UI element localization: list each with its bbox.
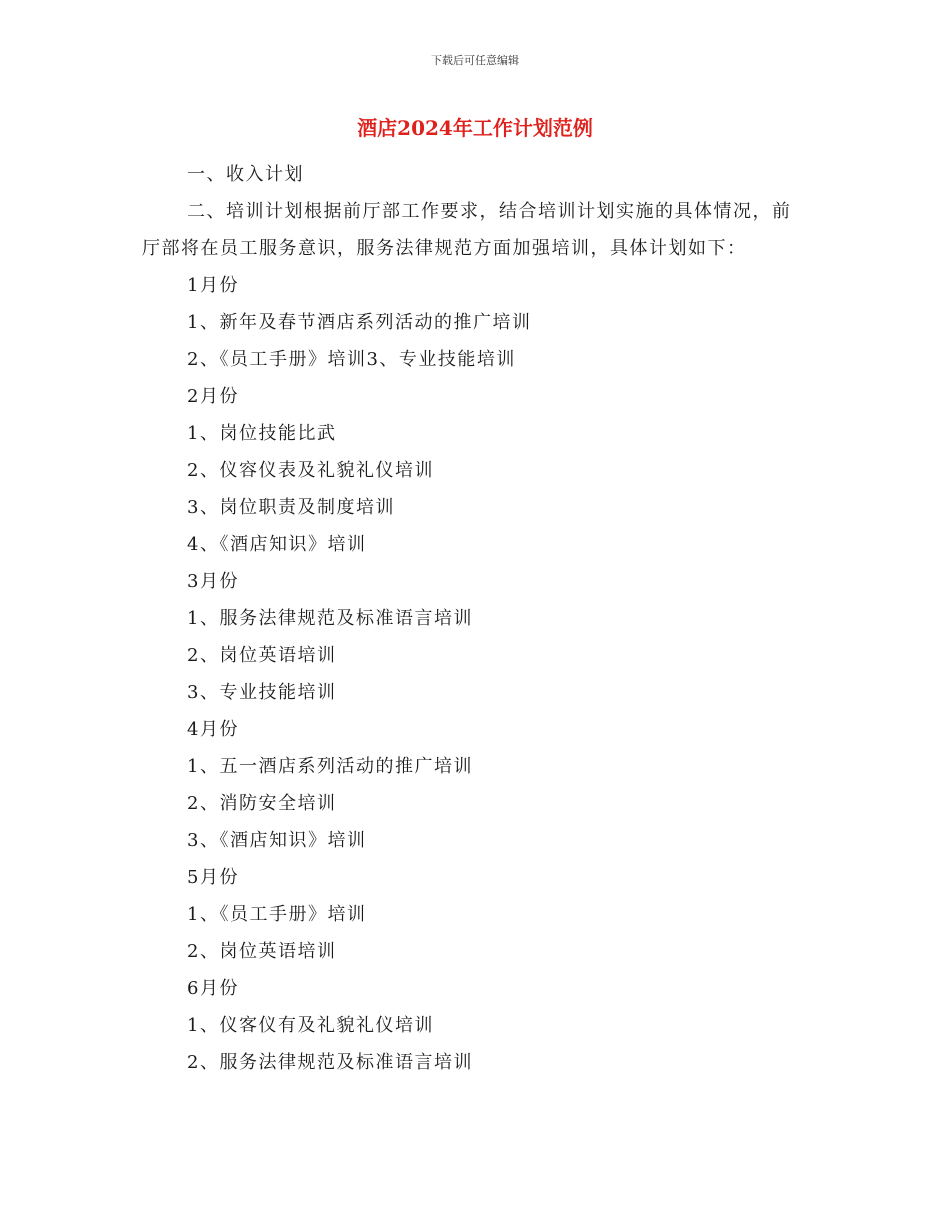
document-title: 酒店2024年工作计划范例 [357, 116, 593, 140]
list-item: 1、仪客仪有及礼貌礼仪培训 [187, 1015, 434, 1036]
list-item: 2、《员工手册》培训3、专业技能培训 [187, 349, 516, 370]
list-item: 1、岗位技能比武 [187, 423, 337, 444]
list-item: 2、仪容仪表及礼貌礼仪培训 [187, 460, 434, 481]
training-plan-paragraph: 二、培训计划根据前厅部工作要求，结合培训计划实施的具体情况，前厅部将在员工服务意识，服务法律规范方面加强培训，具体计划如下： [142, 201, 792, 259]
list-item: 4、《酒店知识》培训 [187, 534, 367, 555]
month-heading-may: 5月份 [187, 867, 239, 888]
list-item: 3、专业技能培训 [187, 682, 337, 703]
list-item: 3、《酒店知识》培训 [187, 830, 367, 851]
list-item: 2、服务法律规范及标准语言培训 [187, 1052, 473, 1073]
list-item: 2、岗位英语培训 [187, 645, 337, 666]
list-item: 1、新年及春节酒店系列活动的推广培训 [187, 312, 532, 333]
list-item: 2、岗位英语培训 [187, 941, 337, 962]
month-heading-june: 6月份 [187, 978, 239, 999]
list-item: 2、消防安全培训 [187, 793, 337, 814]
list-item: 1、五一酒店系列活动的推广培训 [187, 756, 473, 777]
document-body [142, 156, 802, 1081]
page-header-note: 下载后可任意编辑 [431, 54, 519, 67]
month-heading-january: 1月份 [187, 275, 239, 296]
list-item: 3、岗位职责及制度培训 [187, 497, 395, 518]
list-item: 1、《员工手册》培训 [187, 904, 367, 925]
income-plan-heading: 一、收入计划 [187, 164, 304, 185]
list-item: 1、服务法律规范及标准语言培训 [187, 608, 473, 629]
month-heading-march: 3月份 [187, 571, 239, 592]
month-heading-april: 4月份 [187, 719, 239, 740]
month-heading-february: 2月份 [187, 386, 239, 407]
